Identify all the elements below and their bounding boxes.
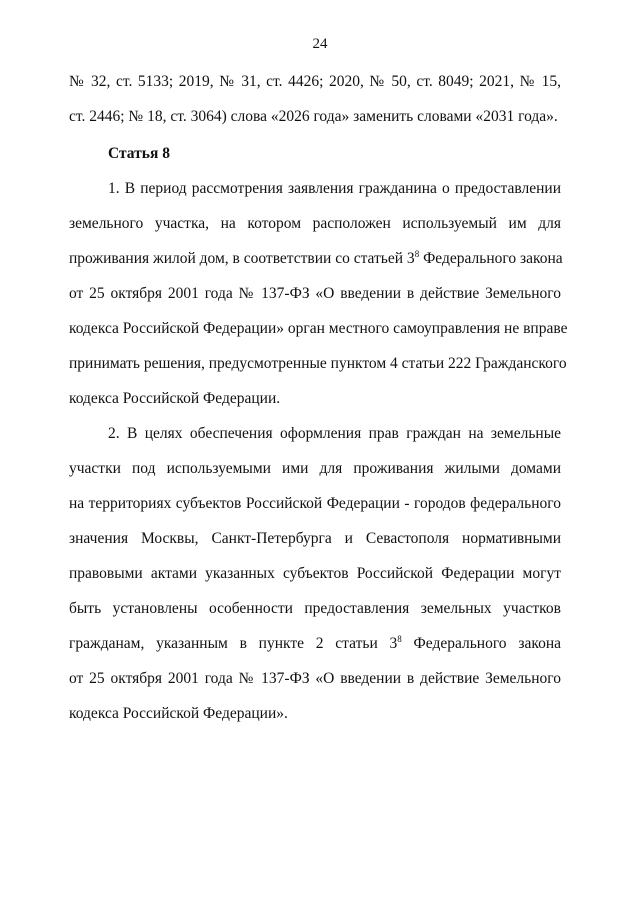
intro-line-1: № 32, ст. 5133; 2019, № 31, ст. 4426; 2020, № 50, ст. 8049; 2021, № 15, bbox=[69, 73, 561, 90]
p1-line-1: 1. В период рассмотрения заявления гражданина о предоставлении bbox=[108, 180, 561, 197]
p1-line-3-text-b: Федерального закона bbox=[419, 250, 563, 267]
page-number: 24 bbox=[312, 36, 328, 52]
p2-line-7-superscript: 8 bbox=[397, 634, 402, 644]
article-heading: Статья 8 bbox=[108, 145, 170, 162]
p2-line-1: 2. В целях обеспечения оформления прав граждан на земельные bbox=[108, 425, 561, 442]
p2-line-7-text-a: гражданам, указанным в пункте 2 статьи 3 bbox=[69, 635, 398, 652]
p1-line-5: кодекса Российской Федерации» орган местного самоуправления не вправе bbox=[69, 320, 568, 337]
p1-line-7: кодекса Российской Федерации. bbox=[69, 390, 281, 407]
p2-line-2: участки под используемыми ими для проживания жилыми домами bbox=[69, 460, 561, 477]
p2-line-3: на территориях субъектов Российской Федерации - городов федерального bbox=[69, 495, 561, 512]
p2-line-9: кодекса Российской Федерации». bbox=[69, 705, 288, 722]
p1-line-3 bbox=[69, 249, 561, 269]
p1-line-3-superscript: 8 bbox=[414, 249, 420, 259]
p1-line-3-text-a: проживания жилой дом, в соответствии со статьей 3 bbox=[69, 250, 415, 267]
p2-line-7 bbox=[69, 634, 561, 654]
p2-line-4: значения Москвы, Санкт-Петербурга и Севастополя нормативными bbox=[69, 530, 561, 547]
p2-line-8: от 25 октября 2001 года № 137-ФЗ «О введении в действие Земельного bbox=[69, 670, 561, 687]
intro-line-2: ст. 2446; № 18, ст. 3064) слова «2026 года» заменить словами «2031 года». bbox=[69, 108, 558, 125]
p2-line-7-text-b: Федерального закона bbox=[401, 635, 561, 652]
p2-line-5: правовыми актами указанных субъектов Российской Федерации могут bbox=[69, 565, 561, 582]
p1-line-2: земельного участка, на котором расположен используемый им для bbox=[69, 215, 561, 232]
p1-line-6: принимать решения, предусмотренные пунктом 4 статьи 222 Гражданского bbox=[69, 355, 567, 372]
p1-line-4: от 25 октября 2001 года № 137-ФЗ «О введении в действие Земельного bbox=[69, 285, 561, 302]
p2-line-6: быть установлены особенности предоставления земельных участков bbox=[69, 600, 561, 617]
